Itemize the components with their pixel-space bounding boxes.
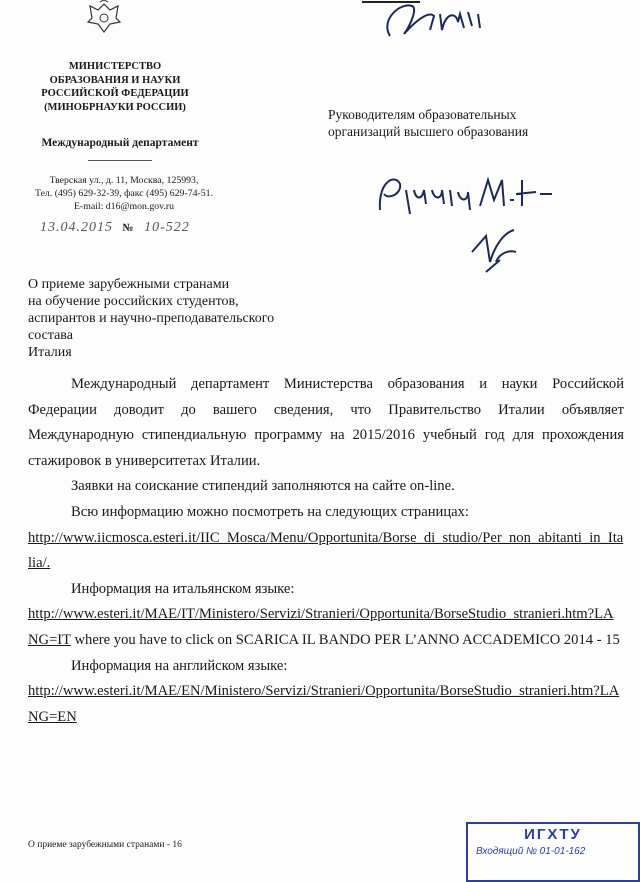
body-paragraph: Заявки на соискание стипендий заполняются на сайте on-line. bbox=[71, 478, 455, 495]
body-paragraph: Международный департамент Министерства образования и науки Российской Федерации доводит до вашего сведения, что Правительство Италии объявляет Международную стипендиальную программу на 2015/2016 учебный год для прохождения стажировок в университетах Италии. bbox=[28, 376, 624, 469]
signature-top bbox=[360, 0, 510, 46]
registration-number bbox=[40, 220, 190, 236]
subject-line: аспирантов и научно-преподавательского bbox=[28, 311, 275, 326]
ministry-line: РОССИЙСКОЙ ФЕДЕРАЦИИ bbox=[41, 88, 189, 99]
letter-date: 13.04.2015 bbox=[40, 220, 113, 235]
stamp-title: ИГХТУ bbox=[524, 826, 582, 843]
ministry-line: ОБРАЗОВАНИЯ И НАУКИ bbox=[49, 74, 181, 86]
subject-line: состава bbox=[28, 328, 73, 343]
coat-of-arms-emblem bbox=[84, 0, 124, 34]
body-paragraph: Информация на английском языке: bbox=[71, 657, 288, 674]
link-esteri-en[interactable]: http://www.esteri.it/MAE/EN/Ministero/Servizi/Stranieri/Opportunita/BorseStudio_stranieri.htm?LANG=EN bbox=[28, 683, 620, 725]
body-paragraph: Информация на итальянском языке: bbox=[71, 580, 295, 597]
ministry-name bbox=[20, 60, 210, 114]
handwritten-mark bbox=[466, 222, 526, 280]
recipient-line: организаций высшего образования bbox=[328, 124, 529, 139]
handwritten-resolution bbox=[376, 170, 556, 218]
subject-block bbox=[28, 276, 338, 361]
body-text: where you have to click on SCARICA IL BANDO PER L’ANNO ACCADEMICO 2014 - 15 bbox=[70, 631, 620, 648]
link-iic-mosca[interactable]: http://www.iicmosca.esteri.it/IIC_Mosca/Menu/Opportunita/Borse_di_studio/Per_non_abitanti_in_Italia/. bbox=[28, 529, 624, 572]
stamp-line: Входящий № 01-01-162 bbox=[476, 846, 586, 857]
ministry-line: (МИНОБРНАУКИ РОССИИ) bbox=[44, 101, 186, 113]
subject-line: на обучение российских студентов, bbox=[28, 294, 239, 309]
subject-line: О приеме зарубежными странами bbox=[28, 277, 230, 292]
letter-body bbox=[28, 372, 624, 730]
address-line: Тверская ул., д. 11, Москва, 125993, bbox=[49, 175, 199, 186]
recipient-line: Руководителям образовательных bbox=[328, 107, 517, 122]
subject-line: Италия bbox=[28, 345, 72, 360]
number-label: № bbox=[122, 222, 135, 234]
address-block bbox=[14, 174, 234, 213]
ministry-line: МИНИСТЕРСТВО bbox=[68, 61, 162, 72]
address-line: E-mail: d16@mon.gov.ru bbox=[73, 201, 175, 212]
incoming-stamp bbox=[466, 822, 640, 882]
recipient bbox=[328, 106, 628, 140]
footer-note: О приеме зарубежными странами - 16 bbox=[28, 840, 182, 850]
link-esteri-it[interactable]: http://www.esteri.it/MAE/IT/Ministero/Servizi/Stranieri/Opportunita/BorseStudio_stranieri.htm?LANG=IT bbox=[28, 606, 614, 648]
letter-number: 10-522 bbox=[144, 220, 190, 235]
body-paragraph: Всю информацию можно посмотреть на следующих страницах: bbox=[71, 503, 469, 520]
divider bbox=[88, 160, 152, 161]
department-name: Международный департамент bbox=[41, 137, 199, 149]
address-line: Тел. (495) 629-32-39, факс (495) 629-74-51. bbox=[34, 188, 214, 199]
